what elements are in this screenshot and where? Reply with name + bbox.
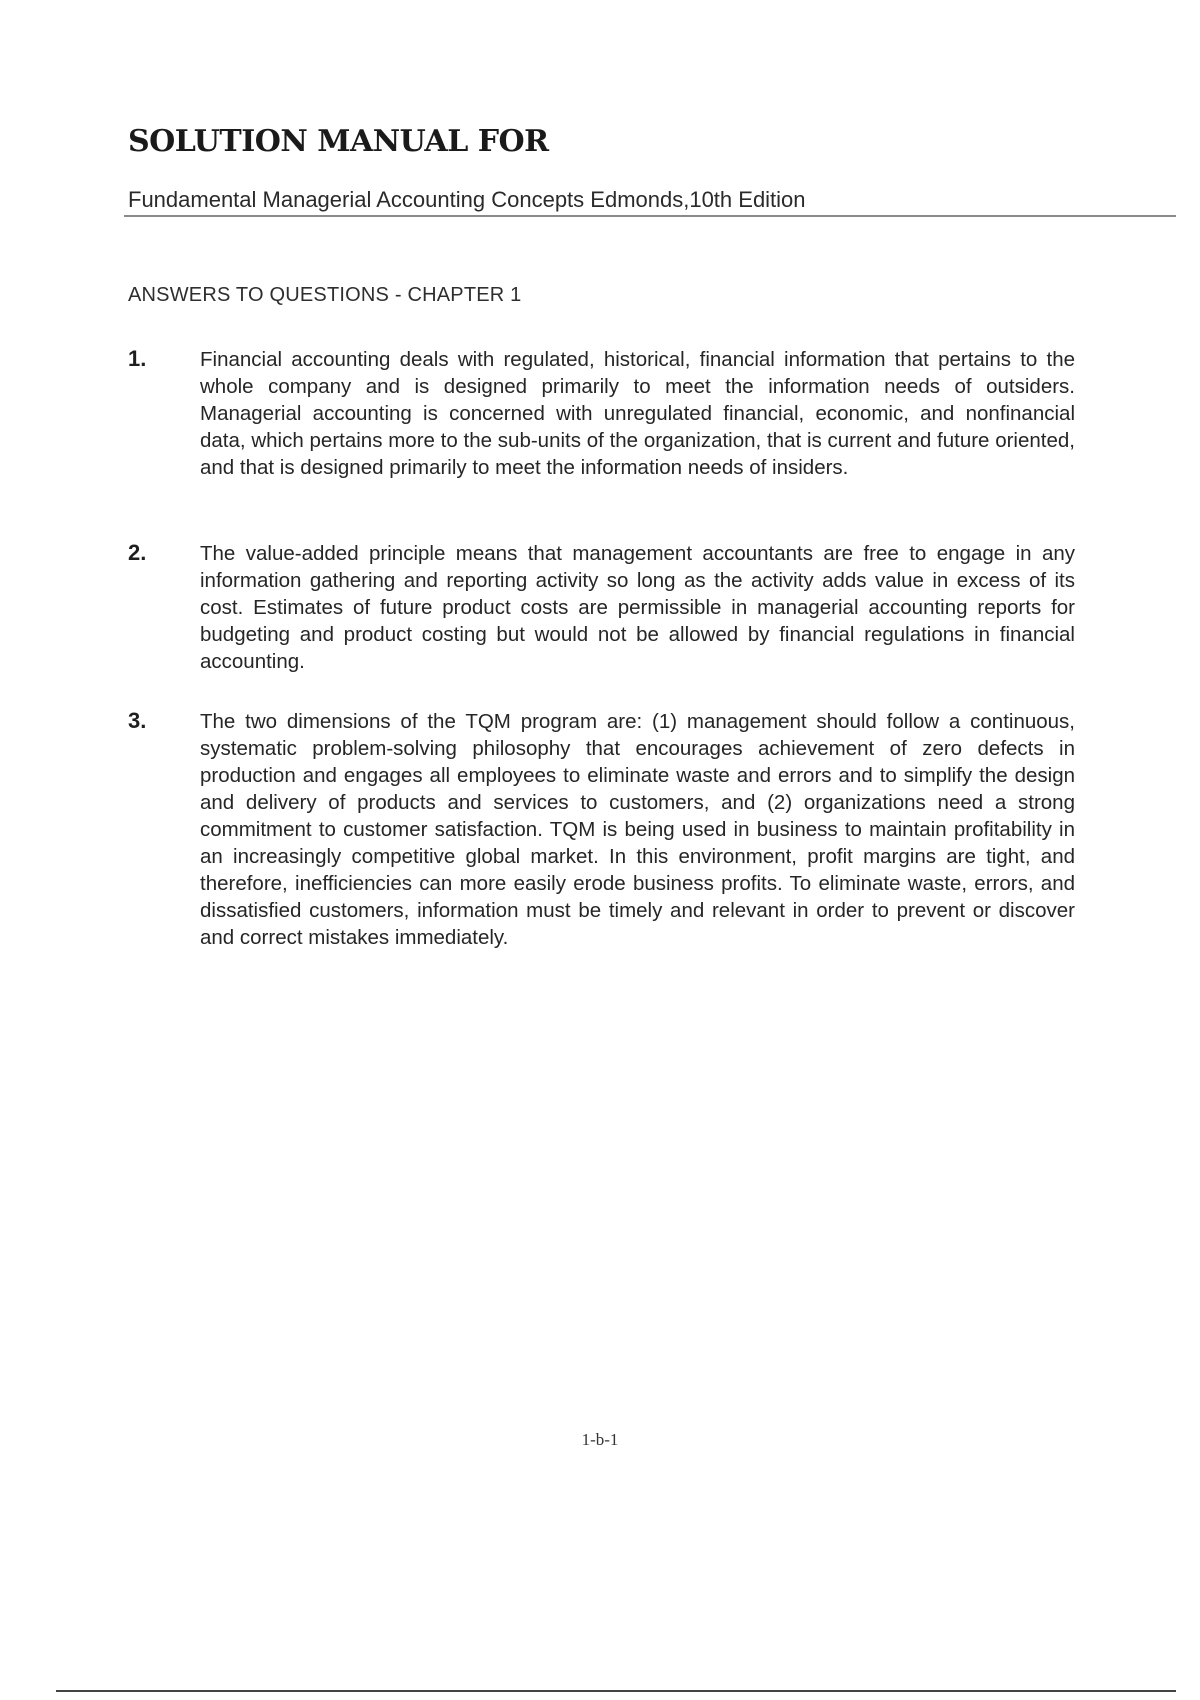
- answer-number: 2.: [128, 540, 147, 565]
- section-heading: ANSWERS TO QUESTIONS - CHAPTER 1: [128, 284, 522, 306]
- answer-number: 1.: [128, 346, 147, 371]
- answer-text: Financial accounting deals with regulated, historical, financial information that pertains to the whole company and is designed primarily to meet the information needs of outsiders. Managerial accounting is concerned with unregulated financial, economic, and nonfinancial data, which pertains more to the sub-units of the organization, that is current and future oriented, and that is designed primarily to meet the information needs of insiders.: [200, 348, 1075, 479]
- page-number: 1-b-1: [581, 1430, 619, 1449]
- document-title: SOLUTION MANUAL FOR: [128, 124, 549, 159]
- answer-text: The two dimensions of the TQM program are: (1) management should follow a continuous, systematic problem-solving philosophy that encourages achievement of zero defects in production and engages all employees to eliminate waste and errors and to simplify the design and delivery of products and services to customers, and (2) organizations need a strong commitment to customer satisfaction. TQM is being used in business to maintain profitability in an increasingly competitive global market. In this environment, profit margins are tight, and therefore, inefficiencies can more easily erode business profits. To eliminate waste, errors, and dissatisfied customers, information must be timely and relevant in order to prevent or discover and correct mistakes immediately.: [200, 710, 1075, 949]
- footer-divider: [56, 1690, 1176, 1692]
- header-divider: [124, 215, 1176, 217]
- document-subtitle: Fundamental Managerial Accounting Concepts Edmonds,10th Edition: [128, 187, 806, 212]
- answer-text: The value-added principle means that management accountants are free to engage in any information gathering and reporting activity so long as the activity adds value in excess of its cost. Estimates of future product costs are permissible in managerial accounting reports for budgeting and product costing but would not be allowed by financial regulations in financial accounting.: [200, 542, 1075, 673]
- answer-number: 3.: [128, 708, 147, 733]
